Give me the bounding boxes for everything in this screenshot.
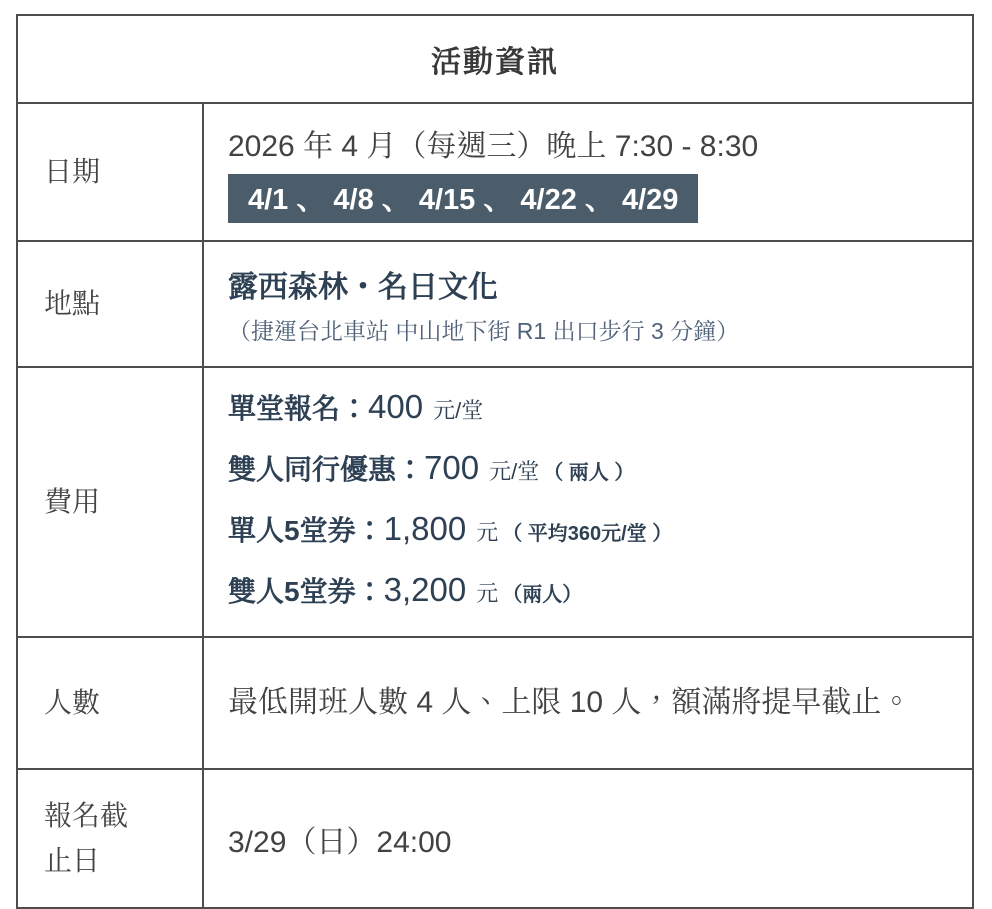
fee-line-duo-pass [228, 563, 944, 624]
table-row-deadline [18, 768, 972, 907]
row-label-capacity [18, 638, 204, 768]
fee-colon: ： [340, 393, 369, 424]
fee-line-single-pass [228, 502, 944, 563]
fee-note: （ 兩人 ） [543, 462, 635, 484]
capacity-value-cell [204, 638, 972, 768]
fee-colon: ： [355, 515, 384, 546]
event-info-table [16, 14, 974, 909]
fee-unit: 元/堂 [433, 398, 484, 423]
fee-colon: ： [396, 454, 425, 485]
capacity-text: 最低開班人數 4 人、上限 10 人，額滿將提早截止。 [228, 686, 912, 720]
deadline-value: 3/29（日）24:00 [228, 825, 452, 859]
fee-price: 400 [368, 388, 424, 425]
page-title: 活動資訊 [431, 46, 559, 79]
row-label-fee [18, 368, 204, 636]
fee-price: 700 [424, 449, 480, 486]
fee-note: （ 平均360元/堂 ） [502, 523, 673, 545]
session-dates-badge: 4/1 、 4/8 、 4/15 、 4/22 、 4/29 [228, 174, 698, 223]
row-label-text: 日期 [44, 155, 101, 187]
row-label-text: 人數 [44, 686, 101, 718]
table-row-date [18, 102, 972, 240]
fee-unit: 元 [476, 520, 499, 545]
table-row-location [18, 240, 972, 366]
row-label-text: 報名截止日 [44, 799, 129, 876]
row-label-text: 費用 [44, 485, 101, 517]
deadline-value-cell [204, 770, 972, 907]
fee-unit: 元/堂 [489, 459, 540, 484]
fee-colon: ： [355, 576, 384, 607]
date-value-cell [204, 104, 972, 240]
fee-price: 3,200 [383, 571, 467, 608]
fee-plan-name: 單人5堂券 [228, 515, 356, 546]
table-row-capacity [18, 636, 972, 768]
fee-plan-name: 單堂報名 [228, 393, 341, 424]
fee-value-cell [204, 368, 972, 636]
row-label-deadline [18, 770, 204, 907]
fee-plan-name: 雙人同行優惠 [228, 454, 397, 485]
date-schedule-text: 2026 年 4 月（每週三）晚上 7:30 - 8:30 [228, 130, 759, 163]
fee-line-duo [228, 441, 944, 502]
row-label-date [18, 104, 204, 240]
fee-plan-name: 雙人5堂券 [228, 576, 356, 607]
venue-name: 露西森林・名日文化 [228, 271, 498, 304]
venue-directions-note: （捷運台北車站 中山地下街 R1 出口步行 3 分鐘） [228, 318, 740, 344]
row-label-text: 地點 [44, 287, 101, 319]
fee-price: 1,800 [383, 510, 467, 547]
location-value-cell [204, 242, 972, 366]
table-header [18, 16, 972, 102]
fee-unit: 元 [476, 581, 499, 606]
fee-line-single [228, 380, 944, 441]
table-row-fee [18, 366, 972, 636]
row-label-location [18, 242, 204, 366]
fee-note: （兩人） [502, 584, 583, 606]
